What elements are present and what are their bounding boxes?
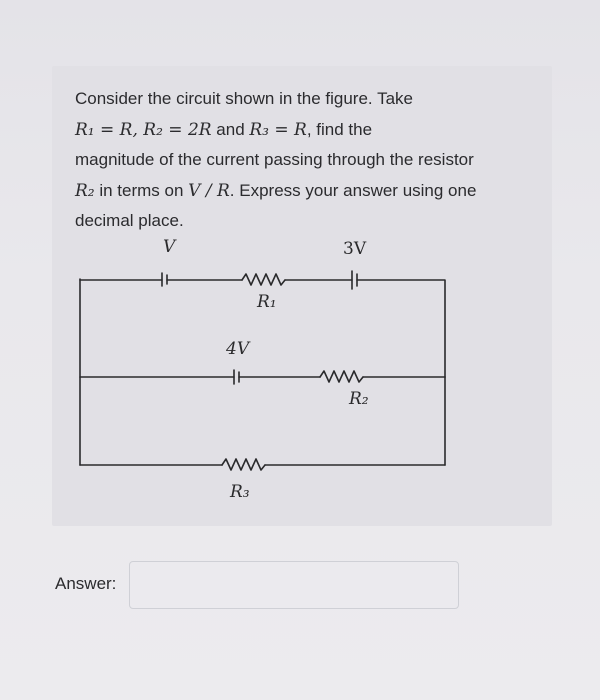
top-wire-left (80, 279, 162, 280)
question-line-5: decimal place. (75, 211, 184, 230)
question-in-terms-on: in terms on (94, 180, 189, 200)
label-r2: R₂ (349, 389, 369, 409)
math-r2: R₂ (75, 180, 95, 201)
math-v-over-r: V / R (188, 180, 230, 201)
question-line-1: Consider the circuit shown in the figure. Take (75, 89, 413, 108)
circuit-diagram (52, 66, 552, 526)
label-3v: 3V (343, 239, 367, 259)
answer-label: Answer: (55, 574, 117, 593)
resistor-r2 (320, 371, 363, 382)
question-line-4-rest: . Express your answer using one (229, 180, 477, 200)
answer-input[interactable] (129, 561, 459, 609)
label-v: V (163, 237, 176, 257)
question-line-3: magnitude of the current passing through the resistor (75, 150, 474, 169)
question-card (52, 66, 552, 526)
question-line-2-rest: , find the (306, 119, 373, 139)
label-r1: R₁ (257, 292, 277, 312)
math-given-r3: R₃ = R (249, 119, 307, 140)
battery-v-symbol (162, 273, 167, 286)
resistor-r3 (222, 459, 265, 470)
top-wire-right (357, 280, 445, 377)
resistor-r1 (242, 274, 285, 285)
math-given-r1-r2: R₁ = R, R₂ = 2R (75, 119, 212, 140)
question-and: and (211, 119, 250, 139)
label-r3: R₃ (230, 482, 250, 502)
label-4v: 4V (226, 339, 250, 359)
circuit-svg (52, 66, 552, 526)
